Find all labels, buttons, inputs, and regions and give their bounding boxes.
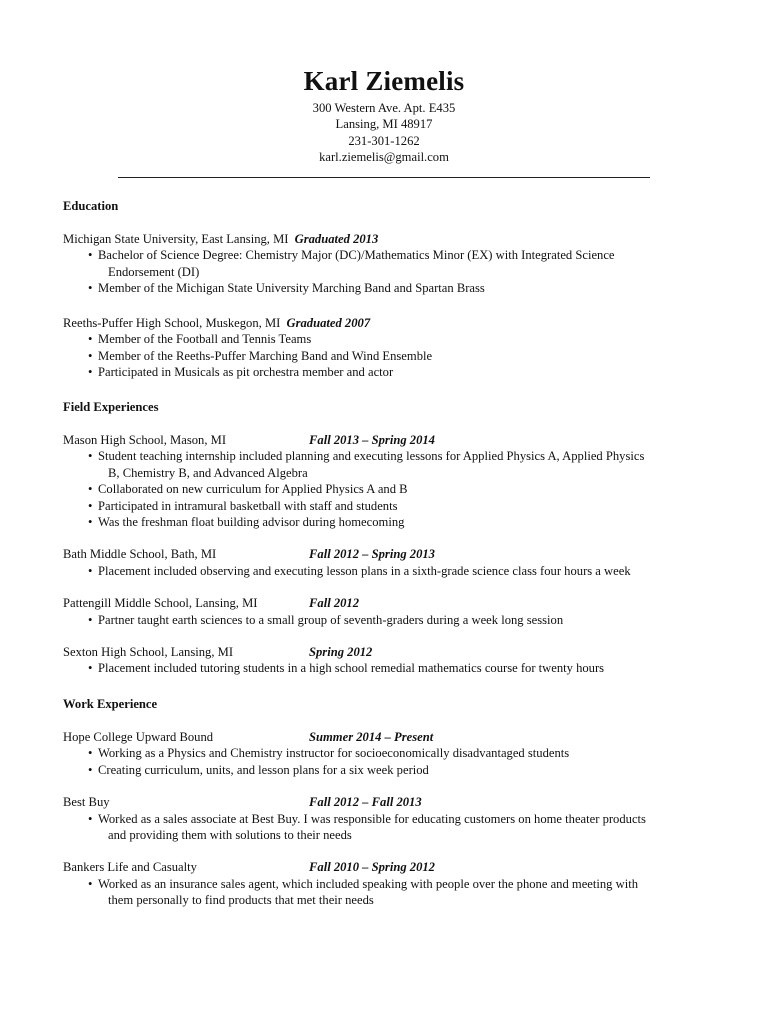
header-divider	[118, 177, 650, 178]
bullet-item	[63, 348, 723, 364]
bullet-list	[63, 660, 723, 676]
entry-heading	[63, 729, 723, 745]
bullet-text: • Bachelor of Science Degree: Chemistry Major (DC)/Mathematics Minor (EX) with Integrated Science	[98, 248, 615, 263]
entry-heading	[63, 432, 723, 448]
address-line-2: Lansing, MI 48917	[335, 117, 433, 132]
entry-organization: Reeths-Puffer High School, Muskegon, MI	[63, 316, 281, 331]
bullet-text: • Creating curriculum, units, and lesson plans for a six week period	[98, 762, 429, 777]
bullet-item	[63, 514, 723, 530]
field-entry	[63, 595, 723, 628]
section-title: Work Experience	[63, 697, 158, 711]
bullet-item	[63, 481, 723, 497]
bullet-text-continued: Endorsement (DI)	[108, 264, 200, 279]
bullet-item	[63, 364, 723, 380]
bullet-text: • Member of the Football and Tennis Teams	[98, 332, 312, 347]
bullet-list	[63, 876, 723, 909]
entry-date: Summer 2014 – Present	[309, 729, 434, 744]
bullet-list	[63, 563, 723, 579]
bullet-text: • Was the freshman float building advisor during homecoming	[98, 514, 405, 529]
bullet-list	[63, 745, 723, 778]
field-experiences-section	[63, 399, 723, 677]
address-line-1: 300 Western Ave. Apt. E435	[312, 101, 456, 115]
bullet-list	[63, 612, 723, 628]
bullet-text: • Participated in Musicals as pit orchestra member and actor	[98, 365, 394, 380]
work-entry	[63, 729, 723, 778]
entry-heading	[63, 315, 723, 331]
bullet-text: • Collaborated on new curriculum for Applied Physics A and B	[98, 482, 408, 497]
bullet-item	[63, 612, 723, 628]
entry-heading	[63, 595, 723, 611]
section-title: Field Experiences	[63, 400, 159, 414]
entry-organization: Sexton High School, Lansing, MI	[63, 644, 234, 659]
education-entry	[63, 231, 723, 297]
bullet-list	[63, 811, 723, 844]
bullet-item	[63, 745, 723, 761]
bullet-item	[63, 660, 723, 676]
entry-heading	[63, 794, 723, 810]
entry-organization: Mason High School, Mason, MI	[63, 432, 227, 447]
bullet-text-continued: B, Chemistry B, and Advanced Algebra	[108, 465, 308, 480]
section-title: Education	[63, 199, 119, 213]
entry-heading	[63, 644, 723, 660]
entry-heading	[63, 859, 723, 875]
entry-heading	[63, 231, 723, 247]
entry-organization: Best Buy	[63, 795, 110, 810]
bullet-text: • Placement included observing and executing lesson plans in a sixth-grade science class four hours a week	[98, 563, 631, 578]
bullet-text: • Participated in intramural basketball with staff and students	[98, 498, 398, 513]
field-entry	[63, 432, 723, 530]
bullet-item	[63, 563, 723, 579]
entry-organization: Bath Middle School, Bath, MI	[63, 547, 217, 562]
bullet-text: • Worked as a sales associate at Best Buy. I was responsible for educating customers on home theater products	[98, 811, 646, 826]
entry-organization: Michigan State University, East Lansing, MI	[63, 231, 289, 246]
work-entry	[63, 859, 723, 908]
candidate-name: Karl Ziemelis	[303, 66, 465, 96]
bullet-text: • Member of the Michigan State University Marching Band and Spartan Brass	[98, 281, 485, 296]
bullet-item	[63, 448, 723, 481]
entry-date: Fall 2012	[309, 596, 360, 611]
entry-date: Fall 2012 – Fall 2013	[309, 795, 422, 810]
entry-date: Fall 2012 – Spring 2013	[309, 547, 435, 562]
work-entry	[63, 794, 723, 843]
bullet-item	[63, 280, 723, 296]
bullet-text: • Worked as an insurance sales agent, which included speaking with people over the phone and meeting with	[98, 876, 639, 891]
bullet-list	[63, 247, 723, 296]
field-entry	[63, 546, 723, 579]
entry-date: Fall 2013 – Spring 2014	[309, 432, 435, 447]
education-section	[63, 198, 723, 381]
bullet-item	[63, 811, 723, 844]
entry-date: Spring 2012	[309, 644, 373, 659]
bullet-text: • Working as a Physics and Chemistry instructor for socioeconomically disadvantaged students	[98, 746, 570, 761]
phone-number: 231-301-1262	[348, 133, 420, 148]
entry-date: Graduated 2013	[294, 231, 379, 246]
email-address: karl.ziemelis@gmail.com	[319, 150, 449, 165]
work-experience-section	[63, 696, 723, 909]
bullet-list	[63, 448, 723, 530]
bullet-item	[63, 247, 723, 280]
education-entry	[63, 315, 723, 381]
field-entry	[63, 644, 723, 677]
bullet-text: • Student teaching internship included planning and executing lessons for Applied Physics A, Applied Physics	[98, 449, 645, 464]
bullet-text-continued: them personally to find products that met their needs	[108, 893, 374, 908]
bullet-text: • Placement included tutoring students in a high school remedial mathematics course for twenty hours	[98, 661, 605, 676]
bullet-item	[63, 498, 723, 514]
bullet-text-continued: and providing them with solutions to their needs	[108, 827, 352, 842]
bullet-item	[63, 331, 723, 347]
entry-organization: Bankers Life and Casualty	[63, 860, 197, 875]
entry-date: Fall 2010 – Spring 2012	[309, 860, 435, 875]
entry-date: Graduated 2007	[286, 316, 371, 331]
resume-header	[0, 64, 768, 166]
bullet-list	[63, 331, 723, 380]
bullet-item	[63, 876, 723, 909]
bullet-text: • Member of the Reeths-Puffer Marching Band and Wind Ensemble	[98, 348, 433, 363]
entry-organization: Hope College Upward Bound	[63, 729, 214, 744]
entry-heading	[63, 546, 723, 562]
bullet-item	[63, 762, 723, 778]
bullet-text: • Partner taught earth sciences to a small group of seventh-graders during a week long session	[98, 612, 564, 627]
entry-organization: Pattengill Middle School, Lansing, MI	[63, 596, 258, 611]
